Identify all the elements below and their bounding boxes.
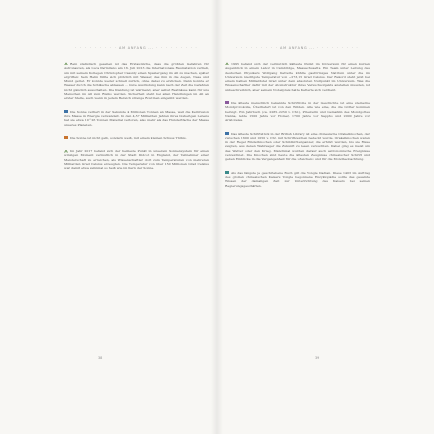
fact-text: Das älteste Schriftstück in der British Library ist eine chinesische Orakelknochen, der zwischen 1600 und 1050 v. Chr. mit Schriftzeichen bedeckt wurde. Orakelknochen waren in der Regel Rinderknochen oder Schildkrötenpanzer, die erhitzt wurden, bis sie Risse zeigten, aus denen Wahrsager die Zukunft zu lesen versuchten. Dabei ging es meist um das Wetter oder den Krieg. Manchmal wurden darauf auch astronomische Ereignisse verzeichnet. Die Knochen sind heute die ältesten Zeugnisse chinesischer Schrift und geben Einblicke in die Vergangenheit für die »Zeichen« und für die Mondbeobachtung.	[225, 131, 370, 162]
running-head-dots-left: · · · · · · · · ·	[235, 46, 279, 50]
bullet-marker-icon	[225, 132, 229, 135]
fact-text: Im Jahr 2017 befand sich der heißeste Punkt in unserem Sonnensystem für einen winzigen Moment vermutlich in der Stadt Didcot in England, der Teilnehmer einer Meisterschaft zu erreichen, als Wissenschaftler dort zum Temperaturen von mehreren Milliarden Grad Celsius erzeugten. Die Temperatur von über 150 Millionen Grad Celsius war damit etwa zehnmal so heiß wie im Kern der Sonne.	[64, 149, 209, 171]
fact-text: Die älteste menschlich bekannte Schriftrolle in der Geschichte ist eine steinerne Mondprotokolle, Überliefert ist von den Wilden. Alle wie eine, die die Götter kommen beruigt. Ein Jahrbuch (ca. 2285–2250 v. Chr.), Priesterin und Gemahlin des Mondgottes Nanna, lebte 1500 Jahre vor Homer, 1700 Jahre vor Sappho und 2000 Jahre vor Aristoteles.	[225, 101, 370, 123]
bullet-marker-icon	[64, 62, 68, 65]
running-head-dots-right: · · · · · · · · ·	[155, 46, 199, 50]
fact-entry	[64, 136, 209, 140]
right-page	[217, 0, 434, 434]
fact-entry	[64, 149, 209, 170]
page-number: 38	[98, 356, 103, 360]
running-head-title: AM ANFANG ...	[279, 46, 315, 50]
bullet-marker-icon	[225, 171, 229, 174]
fact-text: Die Sonne verliert in der Sekunde 4 Millionen Tonnen an Masse, weil die Kernfusion ihre Masse in Energie verwandelt. In den 4,57 Milliarden Jahren ihres bisherigen Lebens hat sie etwa 10^26 Tonnen Material verloren, also mehr als das Hundertfache der Masse unseres Planeten.	[64, 109, 209, 127]
running-head-title: AM ANFANG ...	[118, 46, 154, 50]
fact-entry	[225, 171, 370, 188]
running-head-dots-left: · · · · · · · · ·	[74, 46, 118, 50]
fact-text: Als das längste je geschriebene Buch gilt die Yongle Dadian. Diese 1403 im Auftrag des großen chinesischen Kaisers Yongle begonnene Enzyklopädie sollte das gesamte Wissen der damaligen Zeit zur Unterrichtung des Kaisers bei seinen Regierungsgeschäften.	[225, 170, 370, 188]
fact-entry	[225, 132, 370, 162]
fact-entry	[225, 101, 370, 122]
fact-text: Rein statistisch gesehen ist das Erstaunliche, dass die größten Gefahren für Astronauten, als Luca Parmitano am 16. Juli 2013 die Internationale Raumstation verließ, um mit seinem Kollegen Christopher Cassidy einen Spaziergang im All zu machen, später ergriffen: Sein Helm füllte sich plötzlich mit Wasser, das ihm in die Augen, Nase und Mund geriet. Er konnte weder schnell zurück, ohne dabei zu ersticken. Dann konnte er Wasser durch die Schläuche ablassen ... Gute Ausrüstung kann nach der Zeit die Gefahren nicht gänzlich ausschalten. Die Kleidung ist wärmend, aber selbst Restnässe kann für uns Menschen im All zum Risiko werden. Sicherheit steht bei allen Handlungen im All an erster Stelle, auch wenn in jedem Bereich strenge Routinen eingeübt werden.	[64, 62, 209, 101]
running-head	[225, 46, 370, 50]
running-head	[64, 46, 209, 50]
bullet-marker-icon	[225, 101, 229, 104]
fact-entry	[64, 62, 209, 101]
bullet-marker-icon	[64, 136, 68, 139]
bullet-marker-icon	[225, 62, 229, 65]
bullet-marker-icon	[64, 110, 68, 113]
fact-text: 1995 befand sich der vermutlich kälteste Punkt im Universum für einen kurzen Augenblick in einem Labor in Cambridge, Massachusetts. Ein Team unter Leitung des deutschen Physikers Wolfgang Ketterle kühlte gasförmiges Natrium unter die im Universum niedrigste Temperatur von −273,15 Grad Celsius. Der Rekord steht jetzt bei einem halben Milliardstel Grad unter dem absoluten Nullpunkt im Universum. Was die Wissenschaftler dafür mit der Atomstruktur ihres Versuchsobjekts anstellen mussten, ist unbeschreiblich, aber seinem Nobelpreis hatte Ketterle sich verdient.	[225, 62, 370, 92]
running-head-dots-right: · · · · · · · · ·	[316, 46, 360, 50]
bullet-marker-icon	[64, 150, 68, 153]
fact-entry	[64, 110, 209, 127]
page-number: 39	[315, 356, 320, 360]
fact-entry	[225, 62, 370, 92]
fact-text: Die Sonne ist nicht gelb, sondern weiß, mit einem kleinen Schuss Türkis.	[70, 135, 187, 140]
